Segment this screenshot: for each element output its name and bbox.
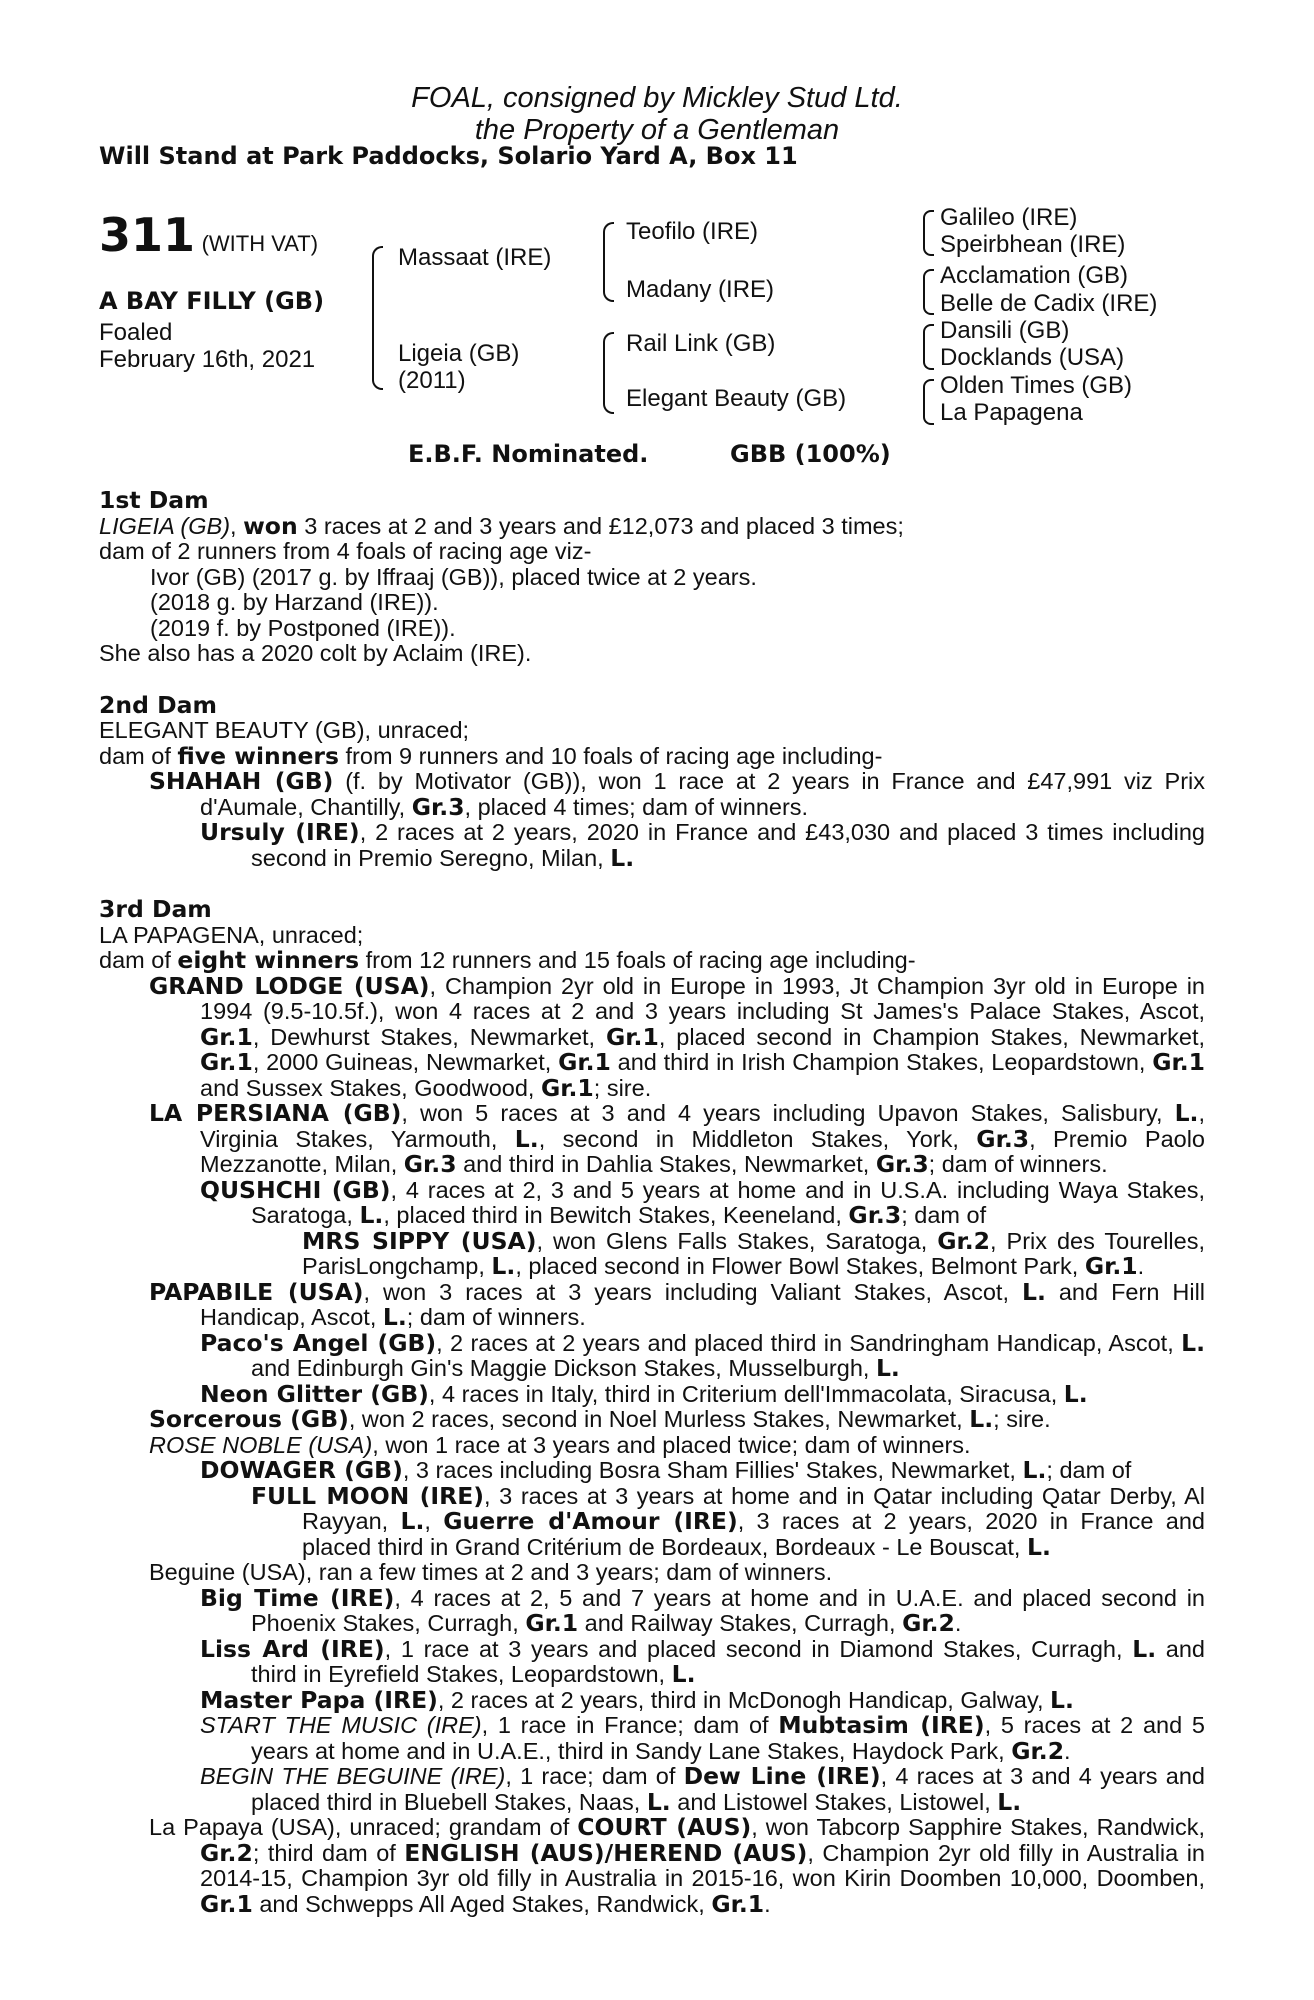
- produce-entry: DOWAGER (GB), 3 races including Bosra Sham Fillies' Stakes, Newmarket, L.; dam of: [200, 1456, 1132, 1484]
- produce-entry: GRAND LODGE (USA), Champion 2yr old in Europe in 1993, Jt Champion 3yr old in Europe in 1994 (9.5-10.5f.), won 4 races at 2 and 3 years including St James's Palace Stakes, Ascot, Gr.1, Dewhurst Stakes, Newmarket, Gr.1, placed second in Champion Stakes, Newmarket, Gr.1, 2000 Guineas, Newmarket, Gr.1 and third in Irish Champion Stakes, Leopardstown, Gr.1 and Sussex Stakes, Goodwood, Gr.1; sire.: [149, 971, 1205, 1102]
- sire-dam-sire: Acclamation (GB): [940, 262, 1129, 289]
- produce-entry: Liss Ard (IRE), 1 race at 3 years and placed second in Diamond Stakes, Curragh, L. and third in Eyrefield Stakes, Leopardstown, L.: [200, 1634, 1206, 1688]
- dam-dam: Elegant Beauty (GB): [626, 385, 847, 412]
- first-dam-produce: Ivor (GB) (2017 g. by Iffraaj (GB)), placed twice at 2 years.: [150, 563, 757, 590]
- produce-entry: PAPABILE (USA), won 3 races at 3 years including Valiant Stakes, Ascot, L. and Fern Hill Handicap, Ascot, L.; dam of winners.: [149, 1277, 1206, 1331]
- dam-sire-sire: Dansili (GB): [940, 317, 1070, 344]
- third-dam-summary: dam of eight winners from 12 runners and 15 foals of racing age including-: [99, 946, 916, 974]
- produce-entry: START THE MUSIC (IRE), 1 race in France; dam of Mubtasim (IRE), 5 races at 2 and 5 years at home and in U.A.E., third in Sandy Lane Stakes, Haydock Park, Gr.2.: [200, 1711, 1205, 1765]
- lot-number-row: [99, 210, 318, 260]
- first-dam-note: She also has a 2020 colt by Aclaim (IRE).: [99, 640, 532, 666]
- first-dam-entry: LIGEIA (GB), won 3 races at 2 and 3 years and £12,073 and placed 3 times;: [99, 511, 904, 540]
- dam-dam-sire: Olden Times (GB): [940, 372, 1133, 399]
- produce-entry: MRS SIPPY (USA), won Glens Falls Stakes, Saratoga, Gr.2, Prix des Tourelles, ParisLongchamp, L., placed second in Flower Bowl Stakes, Belmont Park, Gr.1.: [302, 1226, 1205, 1280]
- produce-entry: Master Papa (IRE), 2 races at 2 years, third in McDonogh Handicap, Galway, L.: [200, 1685, 1074, 1714]
- foaled-date: February 16th, 2021: [99, 346, 316, 373]
- pedigree-brace-g1: [923, 210, 934, 256]
- pedigree-brace-sire: [603, 222, 614, 302]
- vat-label: (WITH VAT): [201, 231, 319, 256]
- produce-entry: Ursuly (IRE), 2 races at 2 years, 2020 in France and £43,030 and placed 3 times including second in Premio Seregno, Milan, L.: [200, 818, 1205, 872]
- dam-sire: Rail Link (GB): [626, 330, 776, 357]
- sire-sire-dam: Speirbhean (IRE): [940, 231, 1126, 258]
- pedigree-brace-g2: [923, 269, 934, 315]
- first-dam-produce: (2019 f. by Postponed (IRE)).: [150, 614, 456, 641]
- produce-entry: Beguine (USA), ran a few times at 2 and 3 years; dam of winners.: [149, 1559, 833, 1585]
- produce-entry: Paco's Angel (GB), 2 races at 2 years and placed third in Sandringham Handicap, Ascot, L. and Edinburgh Gin's Maggie Dickson Stakes, Musselburgh, L.: [200, 1328, 1206, 1382]
- lot-number: 311: [99, 208, 196, 262]
- third-dam-title: 3rd Dam: [99, 895, 212, 923]
- property-line: the Property of a Gentleman: [474, 114, 840, 146]
- pedigree-brace-g4: [923, 379, 934, 425]
- produce-entry: BEGIN THE BEGUINE (IRE), 1 race; dam of Dew Line (IRE), 4 races at 3 and 4 years and placed third in Bluebell Stakes, Naas, L. and Listowel Stakes, Listowel, L.: [200, 1762, 1205, 1816]
- sire-sire-sire: Galileo (IRE): [940, 204, 1078, 231]
- pedigree-brace-main: [372, 246, 383, 390]
- first-dam-title: 1st Dam: [99, 486, 209, 514]
- produce-entry: Sorcerous (GB), won 2 races, second in Noel Murless Stakes, Newmarket, L.; sire.: [149, 1405, 1051, 1433]
- dam-dam-dam: La Papagena: [940, 399, 1083, 426]
- produce-entry: Big Time (IRE), 4 races at 2, 5 and 7 years at home and in U.A.E. and placed second in Phoenix Stakes, Curragh, Gr.1 and Railway Stakes, Curragh, Gr.2.: [200, 1583, 1205, 1637]
- third-dam-entry: LA PAPAGENA, unraced;: [99, 921, 364, 948]
- horse-name: A BAY FILLY (GB): [99, 287, 325, 315]
- first-dam-summary: dam of 2 runners from 4 foals of racing age viz-: [99, 538, 592, 564]
- sire: Massaat (IRE): [398, 244, 552, 271]
- sire-sire: Teofilo (IRE): [626, 218, 759, 245]
- consignor-line: FOAL, consigned by Mickley Stud Ltd.: [411, 82, 903, 114]
- produce-entry: FULL MOON (IRE), 3 races at 3 years at home and in Qatar including Qatar Derby, Al Rayyan, L., Guerre d'Amour (IRE), 3 races at 2 years, 2020 in France and placed third in Grand Critérium de Bordeaux, Bordeaux - Le Bouscat, L.: [251, 1481, 1205, 1561]
- stand-location: Will Stand at Park Paddocks, Solario Yard A, Box 11: [99, 142, 798, 170]
- sire-dam: Madany (IRE): [626, 276, 775, 303]
- dam-year: (2011): [398, 367, 466, 394]
- produce-entry: QUSHCHI (GB), 4 races at 2, 3 and 5 years at home and in U.S.A. including Waya Stakes, Saratoga, L., placed third in Bewitch Stakes, Keeneland, Gr.3; dam of: [200, 1175, 1205, 1229]
- produce-record: [99, 488, 1205, 1917]
- ebf-nominated: E.B.F. Nominated.: [408, 440, 649, 468]
- pedigree-brace-dam: [603, 332, 614, 414]
- second-dam-summary: dam of five winners from 9 runners and 10 foals of racing age including-: [99, 741, 883, 770]
- first-dam-produce: (2018 g. by Harzand (IRE)).: [150, 589, 439, 615]
- produce-entry: Neon Glitter (GB), 4 races in Italy, third in Criterium dell'Immacolata, Siracusa, L.: [200, 1379, 1088, 1408]
- dam-sire-dam: Docklands (USA): [940, 344, 1125, 371]
- second-dam-title: 2nd Dam: [99, 690, 217, 719]
- second-dam-entry: ELEGANT BEAUTY (GB), unraced;: [99, 717, 470, 743]
- produce-entry: ROSE NOBLE (USA), won 1 race at 3 years and placed twice; dam of winners.: [149, 1431, 971, 1458]
- pedigree-brace-g3: [923, 324, 934, 370]
- dam: Ligeia (GB): [398, 340, 520, 367]
- produce-entry: LA PERSIANA (GB), won 5 races at 3 and 4 years including Upavon Stakes, Salisbury, L., Virginia Stakes, Yarmouth, L., second in Middleton Stakes, York, Gr.3, Premio Paolo Mezzanotte, Milan, Gr.3 and third in Dahlia Stakes, Newmarket, Gr.3; dam of winners.: [149, 1099, 1205, 1178]
- gbb-percentage: GBB (100%): [730, 440, 891, 468]
- produce-entry: SHAHAH (GB) (f. by Motivator (GB)), won 1 race at 2 years in France and £47,991 viz Prix d'Aumale, Chantilly, Gr.3, placed 4 times; dam of winners.: [149, 767, 1205, 821]
- foaled-label: Foaled: [99, 319, 173, 346]
- produce-entry: La Papaya (USA), unraced; grandam of COURT (AUS), won Tabcorp Sapphire Stakes, Randwick, Gr.2; third dam of ENGLISH (AUS)/HEREND (AUS), Champion 2yr old filly in Australia in 2014-15, Champion 3yr old filly in Australia in 2015-16, won Kirin Doomben 10,000, Doomben, Gr.1 and Schwepps All Aged Stakes, Randwick, Gr.1.: [149, 1813, 1205, 1918]
- sire-dam-dam: Belle de Cadix (IRE): [940, 290, 1158, 317]
